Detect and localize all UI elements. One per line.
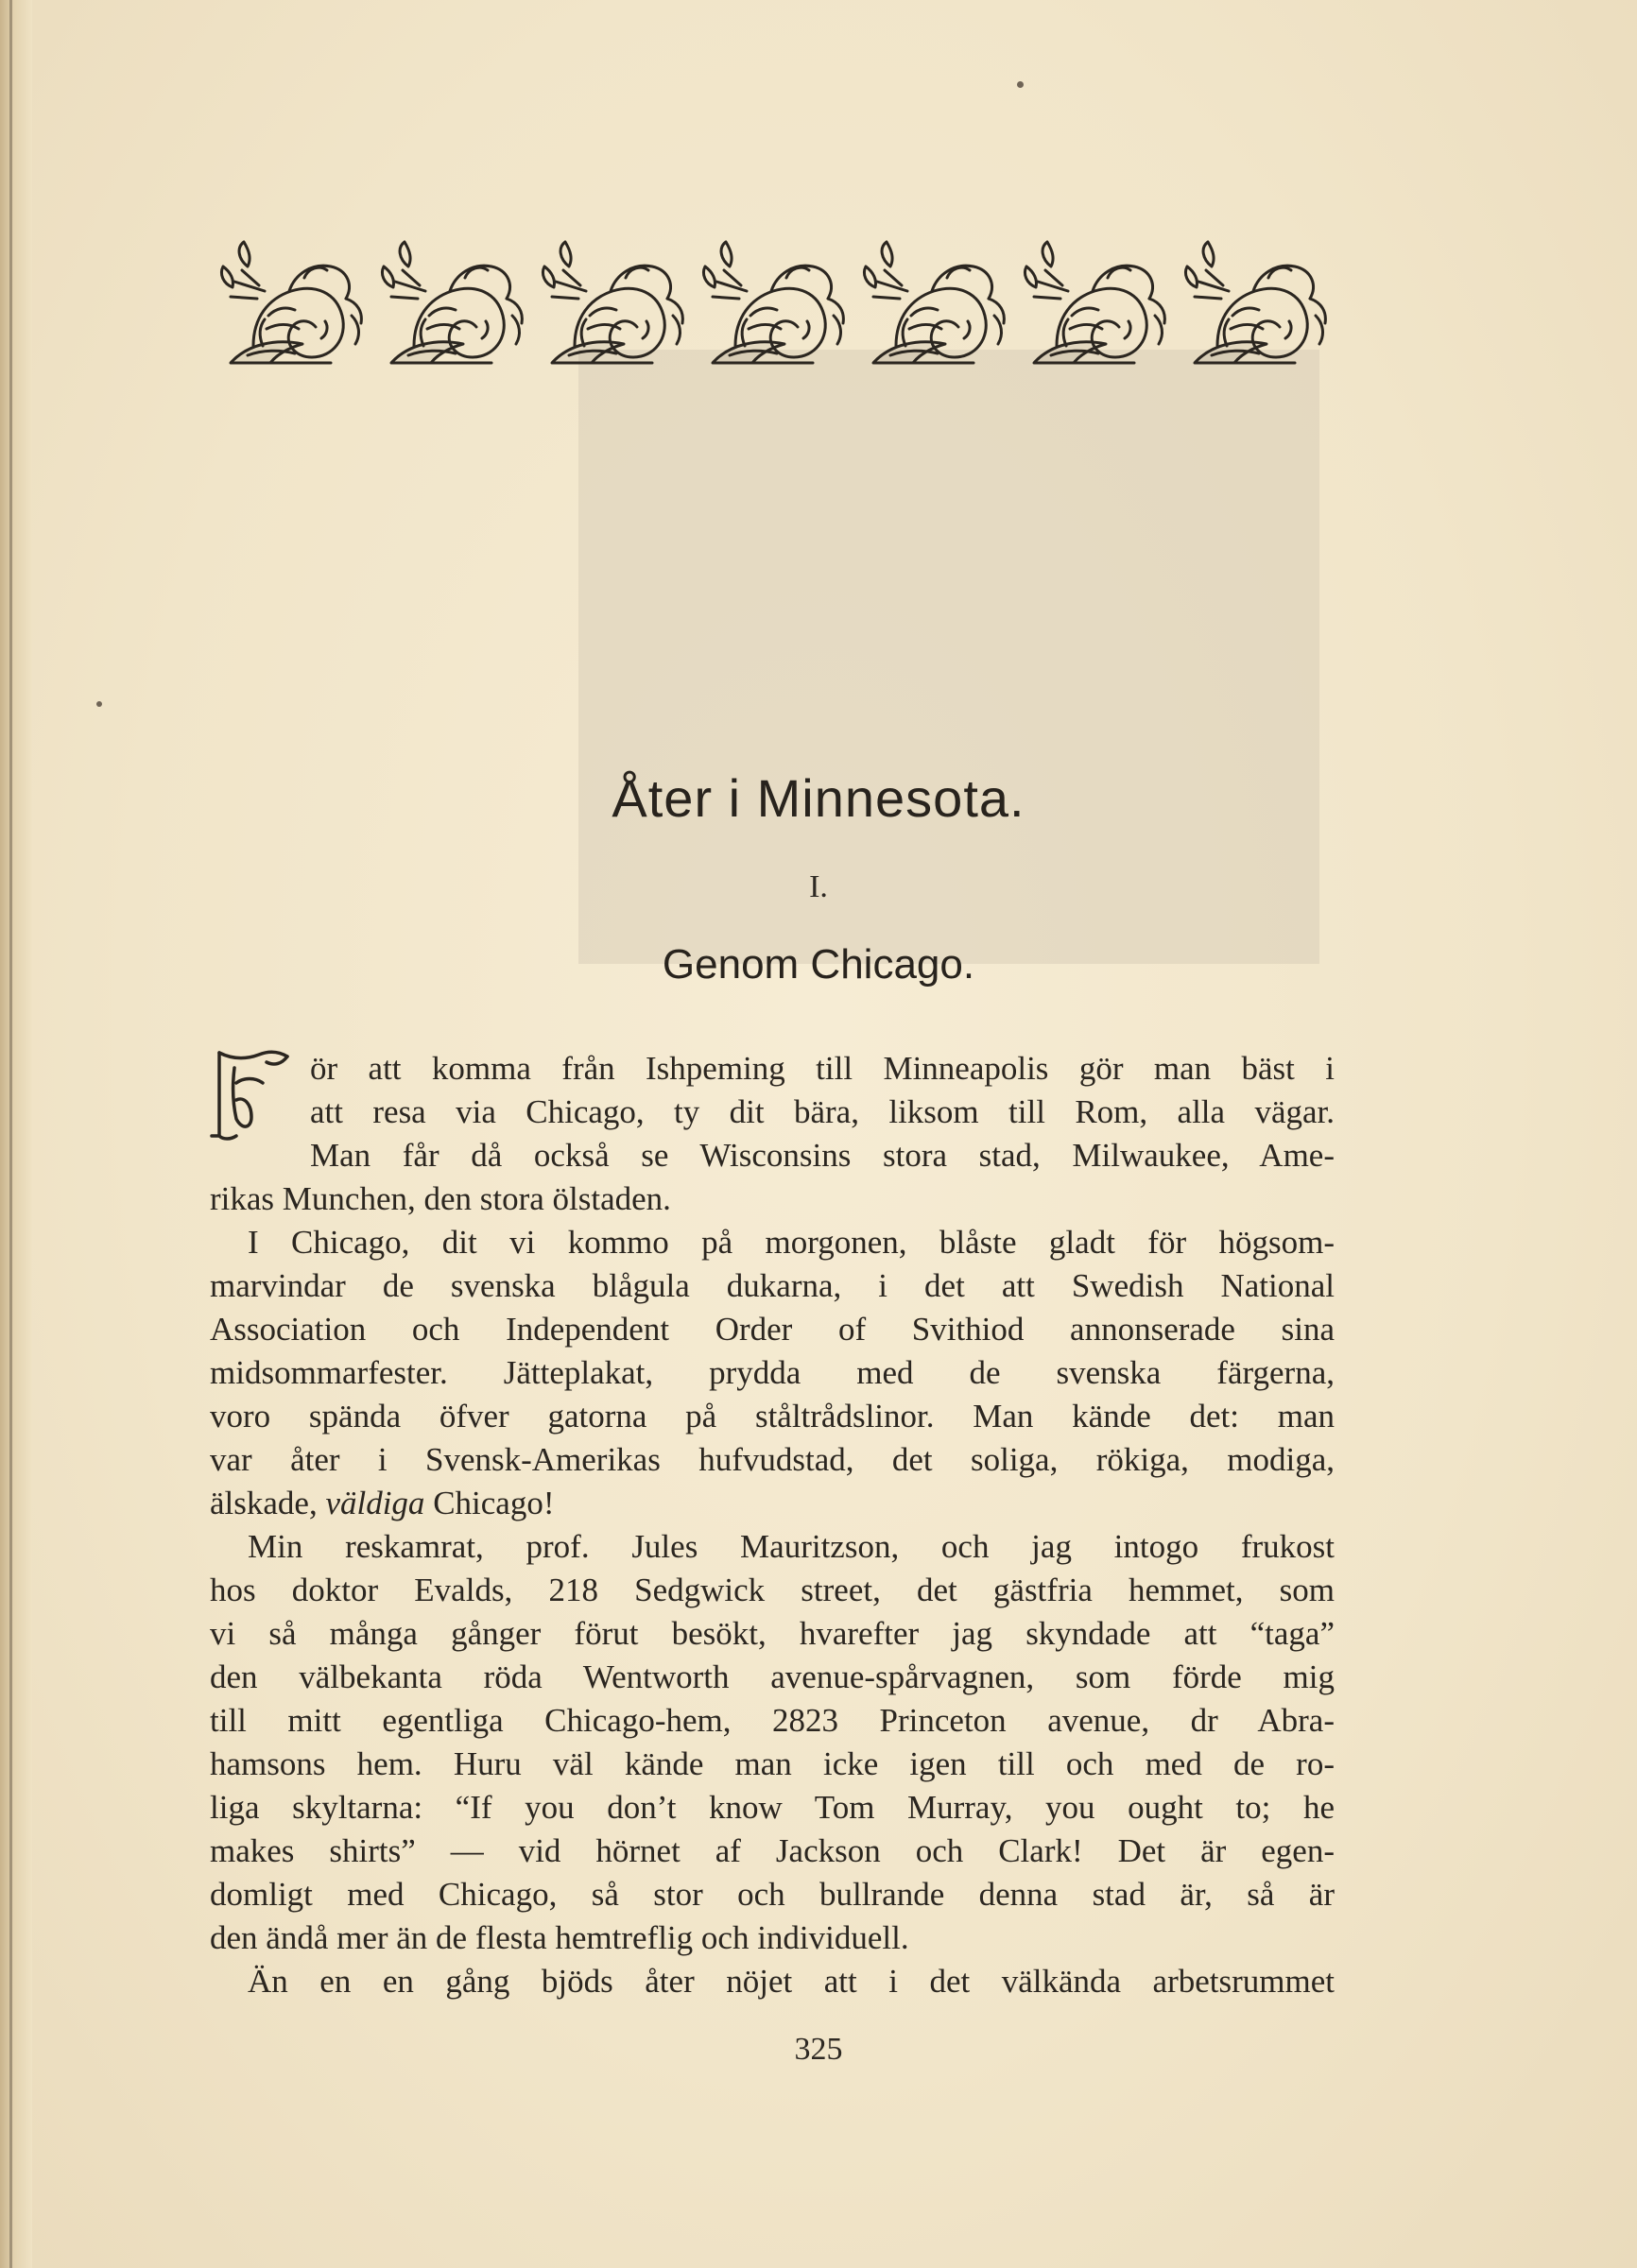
- chapter-title: Åter i Minnesota.: [612, 768, 1025, 828]
- text-line: liga skyltarna: “If you don’t know Tom Murray, you ought to; he: [210, 1789, 1335, 1826]
- text-line: Association och Independent Order of Svithiod annonserade sina: [210, 1311, 1335, 1348]
- text-line: hos doktor Evalds, 218 Sedgwick street, det gästfria hemmet, som: [210, 1572, 1335, 1608]
- text-line: den välbekanta röda Wentworth avenue-spårvagnen, som förde mig: [210, 1658, 1335, 1695]
- section-subtitle: Genom Chicago.: [662, 941, 975, 988]
- text-segment-italic: väldiga: [325, 1485, 425, 1521]
- floral-ornament-band: [210, 225, 1344, 376]
- text-line: hamsons hem. Huru väl kände man icke igen till och med de ro-: [210, 1745, 1335, 1782]
- text-line: den ändå mer än de flesta hemtreflig och individuell.: [210, 1919, 909, 1956]
- text-line: till mitt egentliga Chicago-hem, 2823 Princeton avenue, dr Abra-: [210, 1702, 1335, 1739]
- text-line: midsommarfester. Jätteplakat, prydda med de svenska färgerna,: [210, 1354, 1335, 1391]
- text-segment: älskade,: [210, 1485, 318, 1521]
- speck: [1017, 81, 1024, 88]
- text-line: Man får då också se Wisconsins stora stad, Milwaukee, Ame-: [310, 1137, 1335, 1174]
- text-line: makes shirts” — vid hörnet af Jackson och Clark! Det är egen-: [210, 1832, 1335, 1869]
- text-line: voro spända öfver gatorna på ståltrådslinor. Man kände det: man: [210, 1398, 1335, 1435]
- speck: [96, 701, 102, 707]
- text-line: marvindar de svenska blågula dukarna, i det att Swedish National: [210, 1267, 1335, 1304]
- text-line: var åter i Svensk-Amerikas hufvudstad, det soliga, rökiga, modiga,: [210, 1441, 1335, 1478]
- binding-edge: [0, 0, 32, 2268]
- text-segment: Chicago!: [433, 1485, 555, 1521]
- section-numeral: I.: [809, 869, 828, 904]
- text-line: ör att komma från Ishpeming till Minneapolis gör man bäst i: [310, 1050, 1335, 1087]
- page-number: 325: [794, 2032, 843, 2067]
- text-line: vi så många gånger förut besökt, hvarefter jag skyndade att “taga”: [210, 1615, 1335, 1652]
- text-line: domligt med Chicago, så stor och bullrande denna stad är, så är: [210, 1876, 1335, 1913]
- drop-cap-letter: [210, 1045, 297, 1143]
- text-line: rikas Munchen, den stora ölstaden.: [210, 1180, 671, 1217]
- text-line: Min reskamrat, prof. Jules Mauritzson, och jag intogo frukost: [248, 1528, 1335, 1565]
- text-line: Än en en gång bjöds åter nöjet att i det välkända arbetsrummet: [248, 1963, 1335, 2000]
- text-line: I Chicago, dit vi kommo på morgonen, blåste gladt för högsom-: [248, 1224, 1335, 1261]
- text-line-mixed: [210, 1482, 1335, 1525]
- text-line: att resa via Chicago, ty dit bära, liksom till Rom, alla vägar.: [310, 1093, 1335, 1130]
- binding-shadow-line: [9, 0, 12, 2268]
- drop-cap-text: F: [253, 1102, 254, 1103]
